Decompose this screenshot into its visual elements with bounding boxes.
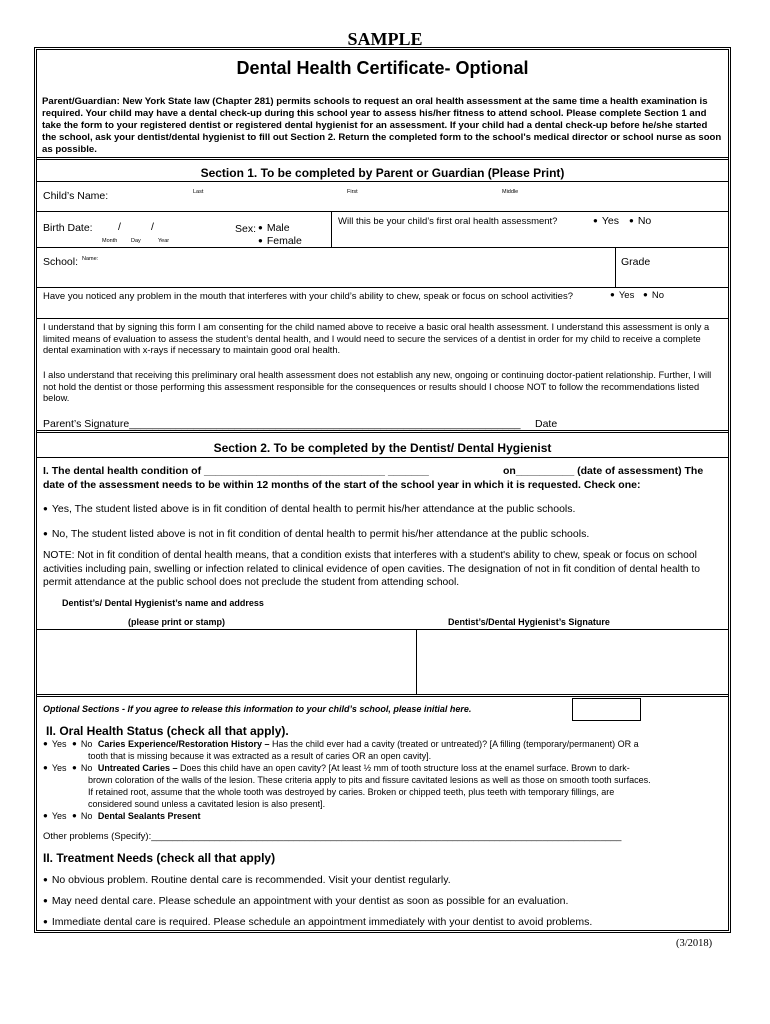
caries-row [43, 739, 639, 749]
problem-no[interactable]: ● No [643, 290, 664, 301]
unfit-condition-option[interactable]: ● No, The student listed above is not in fit condition of dental health to permit his/her attendance at the public schools. [43, 528, 589, 540]
print-stamp-label: (please print or stamp) [128, 617, 226, 627]
intro-paragraph: Parent/Guardian: New York State law (Chapter 281) permits schools to request an oral health assessment at the same time a health examination is required. Your child may have a dental check-up during this school year to assess his/her fitness to attend school. Please complete Section 1 and take the form to your registered dentist or registered dental hygienist for an assessment. If your child had a dental check-up before he/she started the school, ask your dentist/dental hygienist to fill out Section 2. Return the completed form to the school's medical director or school nurse as soon as possible. [42, 96, 722, 155]
dentist-signature-label: Dentist’s/Dental Hygienist’s Signature [448, 617, 610, 627]
fitness-note: NOTE: Not in fit condition of dental health means, that a condition exists that interferes with a student's ability to chew, speak or focus on school activities including pain, swelling or infection related to clinical evidence of open cavities. The designation of not in fit condition of dental health to permit attendance at the public school does not preclude the student from attending school. [43, 550, 700, 588]
divider [615, 247, 616, 287]
first-label: First [347, 189, 358, 195]
release-statement: Optional Sections - If you agree to release this information to your child’s school, please initial here. [43, 704, 472, 714]
section2-divider [36, 430, 729, 433]
treatment-no-problem[interactable]: ● No obvious problem. Routine dental care is recommended. Visit your dentist regularly. [43, 874, 451, 886]
divider [36, 211, 729, 212]
sealants-label: Dental Sealants Present [97, 811, 201, 821]
month-label: Month [102, 238, 118, 244]
untreated-row [43, 763, 630, 773]
untreated-text-4: considered sound unless a cavitated lesion is also present]. [88, 799, 326, 809]
first-assessment-yes[interactable]: ● Yes [593, 215, 619, 227]
male-option[interactable]: ● Male [258, 222, 290, 234]
school-label: School: [43, 256, 79, 268]
oral-health-title-text: II. Oral Health Status (check all that apply) [46, 724, 286, 738]
divider [36, 318, 729, 319]
assessment-date-line[interactable]: on__________ (date of assessment) The [503, 465, 704, 477]
treatment-needs-title: II. Treatment Needs (check all that apply) [43, 851, 276, 865]
oral-health-title: II. Oral Health Status (check all that apply). [46, 724, 289, 738]
dentist-signature-field[interactable] [420, 632, 725, 692]
female-option[interactable]: ● Female [258, 235, 302, 247]
caries-label: Caries Experience/Restoration History – [97, 739, 270, 749]
revision-date: (3/2018) [676, 938, 713, 949]
sealants-row [43, 811, 200, 821]
condition-instructions: date of the assessment needs to be within 12 months of the start of the school year in which it is requested. Check one: [43, 479, 641, 491]
dentist-name-label: Dentist’s/ Dental Hygienist’s name and address [62, 598, 264, 608]
middle-label: Middle [502, 189, 519, 195]
section1-divider [36, 157, 729, 160]
caries-yes[interactable]: ● Yes [43, 739, 67, 749]
problem-yes[interactable]: ● Yes [610, 290, 634, 301]
sealants-no[interactable]: ● No [72, 811, 92, 821]
caries-text-2: tooth that is missing because it was extracted as a result of caries OR an open cavity]. [88, 751, 432, 761]
treatment-may-need[interactable]: ● May need dental care. Please schedule an appointment with your dentist as soon as possible for an evaluation. [43, 895, 568, 907]
section1-title: Section 1. To be completed by Parent or Guardian (Please Print) [200, 166, 565, 180]
untreated-yes[interactable]: ● Yes [43, 763, 67, 773]
last-label: Last [193, 189, 204, 195]
untreated-text: Does this child have an open cavity? [At least ½ mm of tooth structure loss at the enamel surface. Brown to dark- [177, 763, 630, 773]
year-label: Year [158, 238, 170, 244]
caries-text: Has the child ever had a cavity (treated or untreated)? [A filling (temporary/permanent) OR a [269, 739, 639, 749]
sealants-yes[interactable]: ● Yes [43, 811, 67, 821]
treatment-immediate[interactable]: ● Immediate dental care is required. Please schedule an appointment immediately with your dentist to avoid problems. [43, 916, 592, 928]
first-assessment-question: Will this be your child’s first oral health assessment? [338, 216, 558, 227]
untreated-no[interactable]: ● No [72, 763, 92, 773]
dentist-name-address-field[interactable] [40, 632, 412, 692]
sex-label: Sex: [235, 223, 257, 235]
untreated-label: Untreated Caries – [97, 763, 178, 773]
school-name-label: Name: [82, 256, 99, 262]
divider [36, 247, 729, 248]
divider [36, 181, 729, 182]
optional-divider [36, 694, 729, 697]
childs-name-label: Child’s Name: [43, 190, 109, 202]
parent-date-label: Date [535, 418, 558, 430]
first-assessment-no[interactable]: ● No [629, 215, 651, 227]
fit-condition-option[interactable]: ● Yes, The student listed above is in fit condition of dental health to permit his/her attendance at the public schools. [43, 503, 575, 515]
section2-title: Section 2. To be completed by the Dentist/ Dental Hygienist [213, 441, 552, 455]
date-slash: / [118, 221, 121, 233]
condition-line[interactable]: I. The dental health condition of _______________________________ _______ [43, 465, 429, 477]
caries-no[interactable]: ● No [72, 739, 92, 749]
divider [416, 629, 417, 695]
divider [36, 457, 729, 458]
consent-paragraph-1: I understand that by signing this form I am consenting for the child named above to receive a basic oral health assessment. I understand this assessment is only a limited means of evaluation to assess the student’s dental health, and I would need to secure the services of a dentist in order for my child to receive a complete dental examination with x-rays if necessary to maintain good oral health. [43, 322, 710, 355]
untreated-text-2: brown coloration of the walls of the lesion. These criteria apply to pits and fissure cavitated lesions as well as those on smooth tooth surfaces. [88, 775, 651, 785]
sample-heading: SAMPLE [347, 29, 423, 49]
day-label: Day [131, 238, 141, 244]
mouth-problem-question: Have you noticed any problem in the mouth that interferes with your child’s ability to chew, speak or focus on school activities? [43, 291, 573, 302]
form-title: Dental Health Certificate- Optional [236, 58, 529, 78]
consent-paragraph-2: I also understand that receiving this preliminary oral health assessment does not establish any new, ongoing or continuing doctor-patient relationship. Further, I will not hold the dentist or those performing this assessment responsible for the consequences or results should I choose NOT to follow the recommendations listed below. [43, 370, 712, 403]
grade-label: Grade [621, 256, 651, 268]
divider [331, 211, 332, 247]
initial-box[interactable] [572, 698, 641, 721]
untreated-text-3: If retained root, assume that the whole tooth was destroyed by caries. Broken or chipped teeth, plus teeth with temporary fillings, are [88, 787, 615, 797]
divider [36, 287, 729, 288]
parent-signature-line[interactable]: Parent’s Signature___________________________________________________________________ [43, 418, 521, 430]
date-slash: / [151, 221, 154, 233]
other-problems-line[interactable]: Other problems (Specify):_________________________________________________________________________________________ [43, 831, 622, 842]
birth-date-label: Birth Date: [43, 222, 93, 234]
divider [36, 629, 729, 630]
